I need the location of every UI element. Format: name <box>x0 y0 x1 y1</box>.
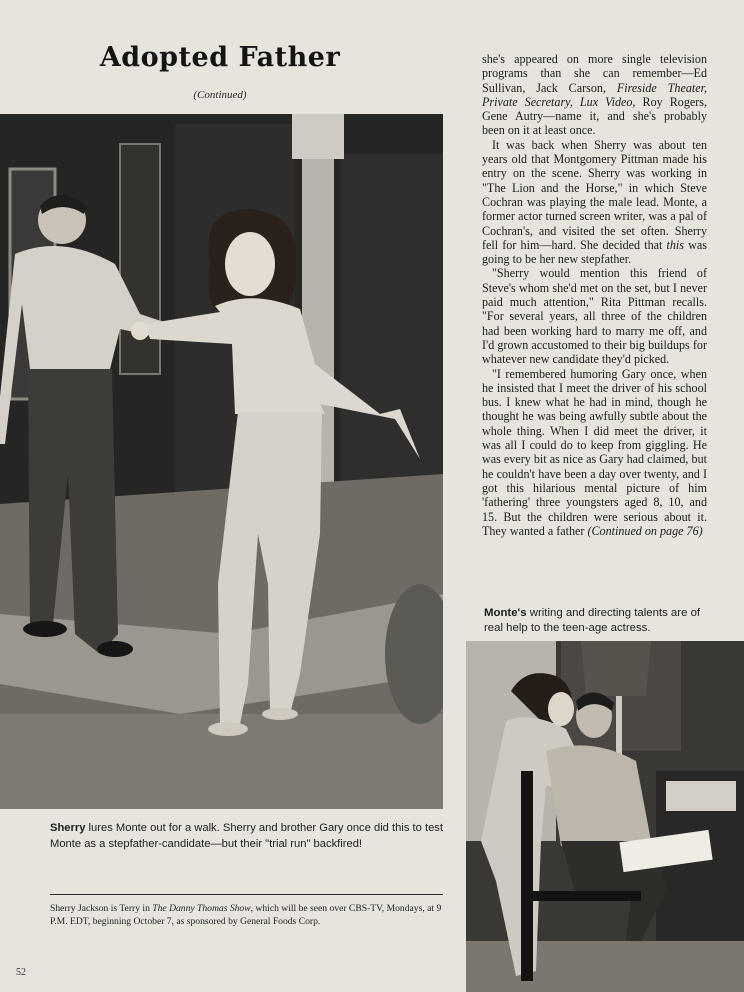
main-photo-caption <box>50 820 445 852</box>
caption-lead: Sherry <box>50 822 86 834</box>
side-caption-text: writing and directing talents are of real help to the teen-age actress. <box>484 607 701 634</box>
paragraph-4 <box>482 367 707 539</box>
side-caption-lead: Monte's <box>484 607 527 619</box>
main-photo <box>0 114 443 809</box>
footnote-show: The Danny Thomas Show <box>152 903 251 914</box>
paragraph-3: "Sherry would mention this friend of Steve's whom she'd met on the set, but I never paid much attention," Rita Pittman recalls. "For several years, all three of the children had been working hard to marry me off, and I'd grown accustomed to their big buildups for whatever new candidate they'd picked. <box>482 266 707 367</box>
p2-b: was going to be her new stepfather. <box>482 237 707 267</box>
p2-italic: this <box>666 237 684 252</box>
paragraph-1 <box>482 52 707 138</box>
footnote-part2: , which will be seen over CBS-TV, Mondays, at 9 P.M. EDT, beginning October 7, as sponsored by General Foods Corp. <box>50 903 442 927</box>
footnote <box>50 902 445 928</box>
side-photo-illustration <box>466 641 744 992</box>
continued-label: (Continued) <box>193 89 247 101</box>
article-body <box>482 52 707 538</box>
p4-italic: (Continued on page 76) <box>587 523 703 538</box>
caption-text: lures Monte out for a walk. Sherry and brother Gary once did this to test Monte as a stepfather-candidate—but their "trial run" backfired! <box>50 822 444 850</box>
p4-a: "I remembered humoring Gary once, when he insisted that I meet the driver of his school bus. I knew what he had in mind, though he thought he was being awfully subtle about the whole thing. When I did meet the driver, it was all I could do to keep from giggling. He was every bit as nice as Gary had claimed, but he couldn't have been a day over twenty, and I got this hilarious mental picture of him 'fathering' three youngsters aged 8, 10, and 15. But the children were serious about it. They wanted a father <box>482 366 707 538</box>
p1-a: she's appeared on more single television programs than she can remember—Ed Sullivan, Jack Carson, <box>482 52 707 95</box>
p2-a: It was back when Sherry was about ten years old that Montgomery Pittman made his entry on the scene. Sherry was working in "The Lion and the Horse," in which Steve Cochran was playing the male lead. Monte, a former actor turned screen writer, was a pal of Cochran's, and visited the set often. Sherry fell for him—hard. She decided that <box>482 137 707 252</box>
paragraph-2 <box>482 138 707 267</box>
side-photo <box>466 641 744 992</box>
article-title: Adopted Father <box>99 42 341 73</box>
footnote-part1: Sherry Jackson is Terry in <box>50 903 153 914</box>
main-photo-illustration <box>0 114 443 809</box>
p1-b: Roy Rogers, Gene Autry—name it, and she's probably been on it at least once. <box>482 94 707 138</box>
side-photo-caption <box>484 606 708 636</box>
footnote-divider <box>50 894 443 895</box>
page-number: 52 <box>16 967 26 978</box>
p1-italic: Fireside Theater, Private Secretary, Lux Video, <box>482 80 707 109</box>
